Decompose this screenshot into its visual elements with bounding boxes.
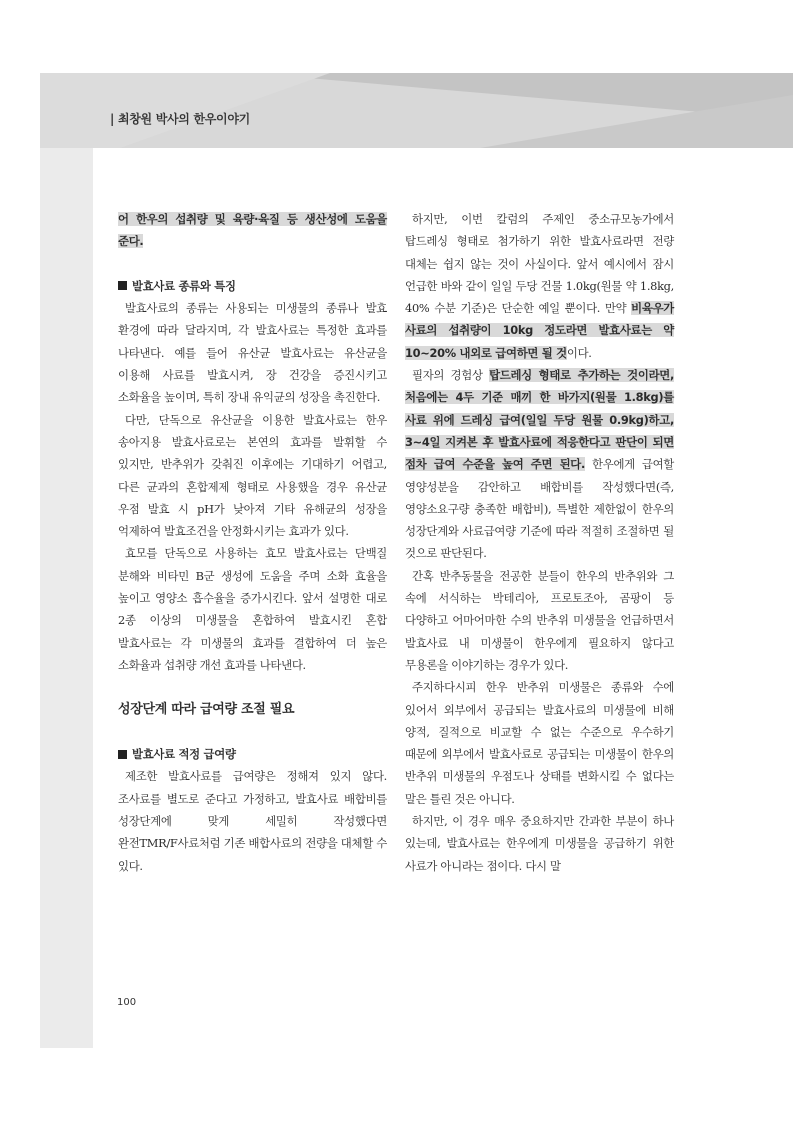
paragraph: 제조한 발효사료를 급여량은 정해져 있지 않다. 조사료를 별도로 준다고 가정하고, 발효사료 배합비를 성장단계에 맞게 세밀히 작성했다면 완전TMR/F사료처럼 기존 배합사료의 전량을 대체할 수 있다. [118, 769, 387, 873]
section-heading-types: 발효사료 종류와 특징 [118, 275, 387, 297]
paragraph: 다만, 단독으로 유산균을 이용한 발효사료는 한우 송아지용 발효사료로는 본연의 효과를 발휘할 수 있지만, 반추위가 갖춰진 이후에는 기대하기 어렵고, 다른 균과의 혼합제제 형태로 사용했을 경우 유산균 우점 발효 시 pH가 낮아져 기타 유해균의 성장을 억제하여 발효조건을 안정화시키는 효과가 있다. [118, 412, 387, 539]
highlight: 탑드레싱 형태로 추가하는 것이라면, 처음에는 4두 기준 매끼 한 바가지(원물 1.8kg)를 사료 위에 드레싱 급여(일일 두당 원물 0.9kg)하고, 3~4일 지켜본 후 발효사료에 적응한다고 판단이 되면 점차 급여 수준을 높여 주면 된다. [405, 368, 674, 472]
intro-paragraph: 어 한우의 섭취량 및 육량·육질 등 생산성에 도움을 준다. [118, 212, 387, 249]
section-heading-amount: 발효사료 적정 급여량 [118, 743, 387, 765]
square-bullet-icon [118, 281, 127, 290]
square-bullet-icon [118, 750, 127, 759]
right-column [405, 208, 674, 877]
highlight: 비육우가 사료의 섭취량이 10kg 정도라면 발효사료는 약 10~20% 내외로 급여하면 될 것 [405, 301, 674, 360]
paragraph: 효모를 단독으로 사용하는 효모 발효사료는 단백질 분해와 비타민 B군 생성에 도움을 주며 소화 효율을 높이고 영양소 흡수율을 증가시킨다. 앞서 설명한 대로 2종 이상의 미생물을 혼합하여 발효시킨 혼합 발효사료는 각 미생물의 효과를 결합하여 더 높은 소화율과 섭취량 개선 효과를 나타낸다. [118, 546, 387, 672]
paragraph: 하지만, 이 경우 매우 중요하지만 간과한 부분이 하나 있는데, 발효사료는 한우에게 미생물을 공급하기 위한 사료가 아니라는 점이다. 다시 말 [405, 814, 674, 873]
left-column [118, 208, 387, 877]
page-number: 100 [117, 997, 137, 1008]
paragraph: 간혹 반추동물을 전공한 분들이 한우의 반추위와 그 속에 서식하는 박테리아, 프로토조아, 곰팡이 등 다양하고 어마어마한 수의 반추위 미생물을 언급하면서 발효사료 내 미생물이 한우에게 필요하지 않다고 무용론을 이야기하는 경우가 있다. [405, 568, 674, 672]
section-heading-growth: 성장단계 따라 급여량 조절 필요 [118, 701, 295, 717]
paragraph: 발효사료의 종류는 사용되는 미생물의 종류나 발효 환경에 따라 달라지며, 각 발효사료는 특정한 효과를 나타낸다. 예를 들어 유산균 발효사료는 유산균을 이용해 사료를 발효시켜, 장 건강을 증진시키고 소화율을 높이며, 특히 장내 유익균의 성장을 촉진한다. [118, 301, 387, 405]
paragraph: 주지하다시피 한우 반추위 미생물은 종류와 수에 있어서 외부에서 공급되는 발효사료의 미생물에 비해 양적, 질적으로 비교할 수 없는 수준으로 우수하기 때문에 외부에서 발효사료로 공급되는 미생물이 한우의 반추위 미생물의 우점도나 상태를 변화시킬 수 없다는 말은 틀린 것은 아니다. [405, 680, 674, 806]
header-decoration [0, 0, 793, 160]
paragraph: 하지만, 이번 칼럼의 주제인 중소규모농가에서 탑드레싱 형태로 첨가하기 위한 발효사료라면 전량 대체는 쉽지 않는 것이 사실이다. 앞서 예시에서 잠시 언급한 바와 같이 일일 두당 건물 1.0kg(원물 약 1.8kg, 40% 수분 기준)은 단순한 예일 뿐이다. 만약 비육우가 사료의 섭취량이 10kg 정도라면 발효사료는 약 10~20% 내외로 급여하면 될 것이다. [405, 212, 674, 360]
running-header: | 최창원 박사의 한우이야기 [110, 112, 250, 126]
paragraph: 필자의 경험상 탑드레싱 형태로 추가하는 것이라면, 처음에는 4두 기준 매끼 한 바가지(원물 1.8kg)를 사료 위에 드레싱 급여(일일 두당 원물 0.9kg)하고, 3~4일 지켜본 후 발효사료에 적응한다고 판단이 되면 점차 급여 수준을 높여 주면 된다. 한우에게 급여할 영양성분을 감안하고 배합비를 작성했다면(즉, 영양소요구량 충족한 배합비), 특별한 제한없이 한우의 성장단계와 사료급여량 기준에 따라 적절히 조절하면 될 것으로 판단된다. [405, 368, 674, 561]
